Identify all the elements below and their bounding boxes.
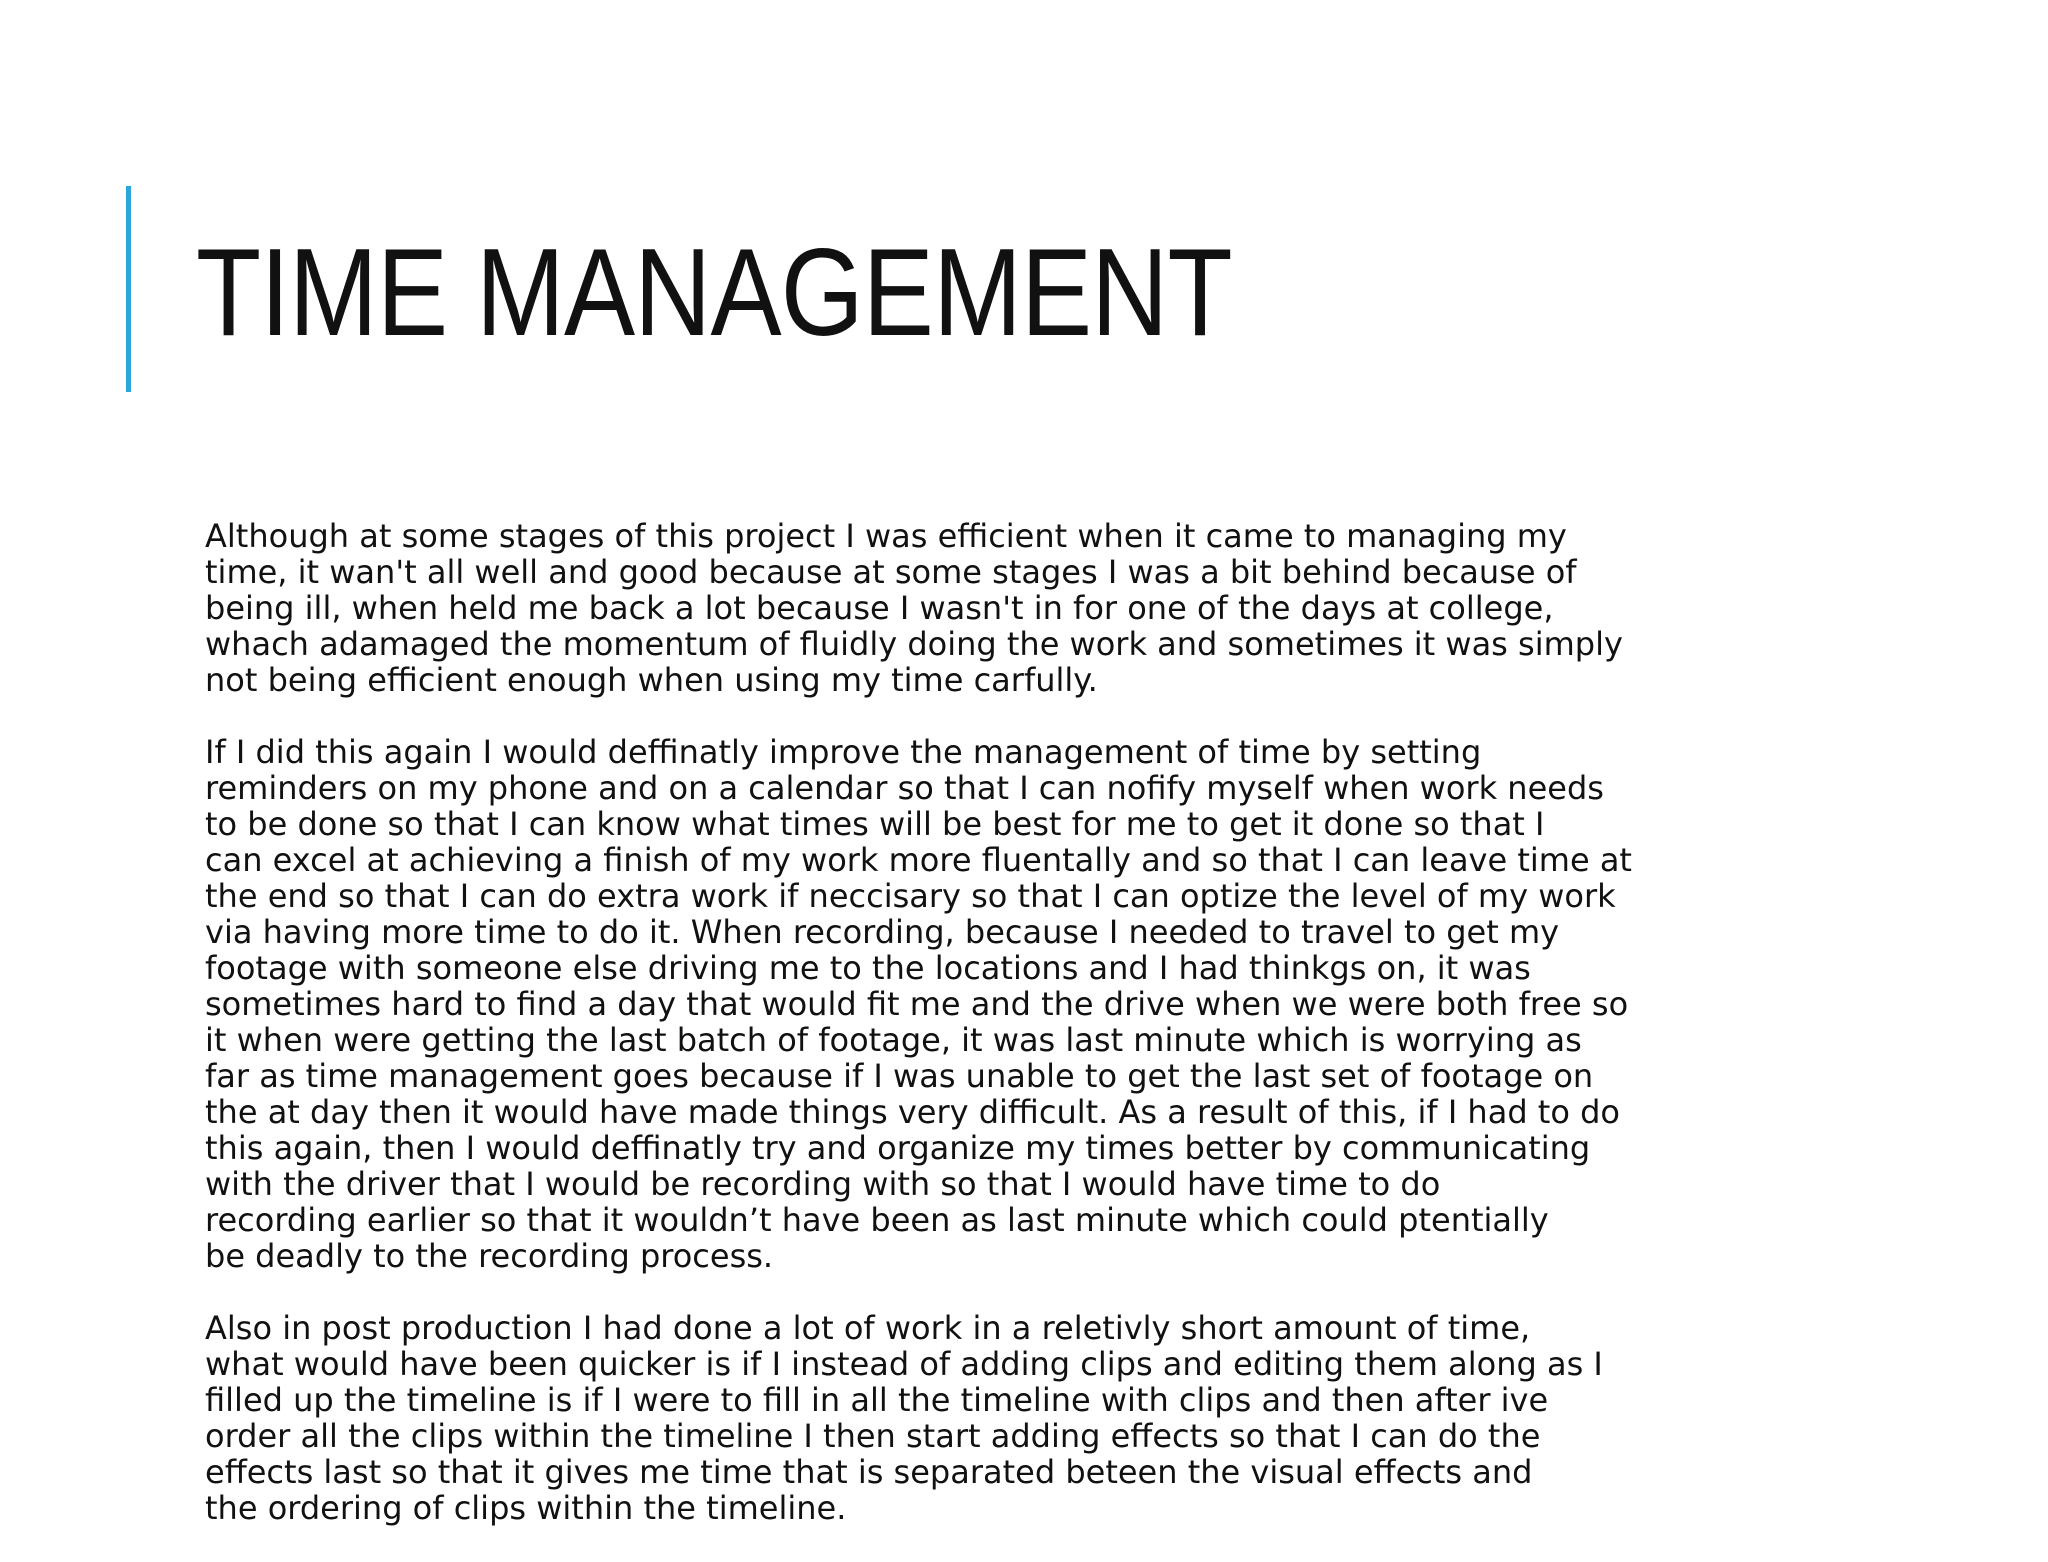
text-line: time, it wan't all well and good because at some stages I was a bit behind because of bbox=[205, 553, 1577, 591]
text-line: via having more time to do it. When recording, because I needed to travel to get my bbox=[205, 913, 1560, 951]
text-line: footage with someone else driving me to the locations and I had thinkgs on, it was bbox=[205, 949, 1531, 987]
text-line: it when were getting the last batch of footage, it was last minute which is worrying as bbox=[205, 1021, 1582, 1059]
text-line: reminders on my phone and on a calendar so that I can nofify myself when work needs bbox=[205, 769, 1604, 807]
text-line: filled up the timeline is if I were to fill in all the timeline with clips and then after ive bbox=[205, 1381, 1549, 1419]
text-line: the at day then it would have made things very difficult. As a result of this, if I had to do bbox=[205, 1093, 1620, 1131]
text-line: far as time management goes because if I was unable to get the last set of footage on bbox=[205, 1057, 1594, 1095]
paragraph-intro bbox=[205, 518, 1845, 698]
text-line: Although at some stages of this project I was efficient when it came to managing my bbox=[205, 517, 1567, 555]
slide-body bbox=[205, 518, 1845, 1562]
text-line: this again, then I would deffinatly try and organize my times better by communicating bbox=[205, 1129, 1591, 1167]
slide-title: TIME MANAGEMENT bbox=[196, 224, 1232, 362]
text-line: the end so that I can do extra work if neccisary so that I can optize the level of my work bbox=[205, 877, 1616, 915]
text-line: recording earlier so that it wouldn’t have been as last minute which could ptentially bbox=[205, 1201, 1549, 1239]
text-line: being ill, when held me back a lot because I wasn't in for one of the days at college, bbox=[205, 589, 1554, 627]
text-line: effects last so that it gives me time that is separated beteen the visual effects and bbox=[205, 1453, 1533, 1491]
title-accent-bar bbox=[126, 186, 131, 392]
text-line: to be done so that I can know what times will be best for me to get it done so that I bbox=[205, 805, 1545, 843]
text-line: with the driver that I would be recording with so that I would have time to do bbox=[205, 1165, 1441, 1203]
paragraph-improvements bbox=[205, 734, 1845, 1274]
text-line: If I did this again I would deffinatly improve the management of time by setting bbox=[205, 733, 1482, 771]
text-line: be deadly to the recording process. bbox=[205, 1237, 774, 1275]
text-line: Also in post production I had done a lot of work in a reletivly short amount of time, bbox=[205, 1309, 1531, 1347]
text-line: not being efficient enough when using my time carfully. bbox=[205, 661, 1098, 699]
text-line: sometimes hard to find a day that would fit me and the drive when we were both free so bbox=[205, 985, 1629, 1023]
text-line: the ordering of clips within the timeline. bbox=[205, 1489, 847, 1527]
text-line: can excel at achieving a finish of my work more fluentally and so that I can leave time at bbox=[205, 841, 1632, 879]
text-line: whach adamaged the momentum of fluidly doing the work and sometimes it was simply bbox=[205, 625, 1623, 663]
text-line: what would have been quicker is if I instead of adding clips and editing them along as I bbox=[205, 1345, 1603, 1383]
paragraph-post-production bbox=[205, 1310, 1845, 1526]
text-line: order all the clips within the timeline I then start adding effects so that I can do the bbox=[205, 1417, 1541, 1455]
